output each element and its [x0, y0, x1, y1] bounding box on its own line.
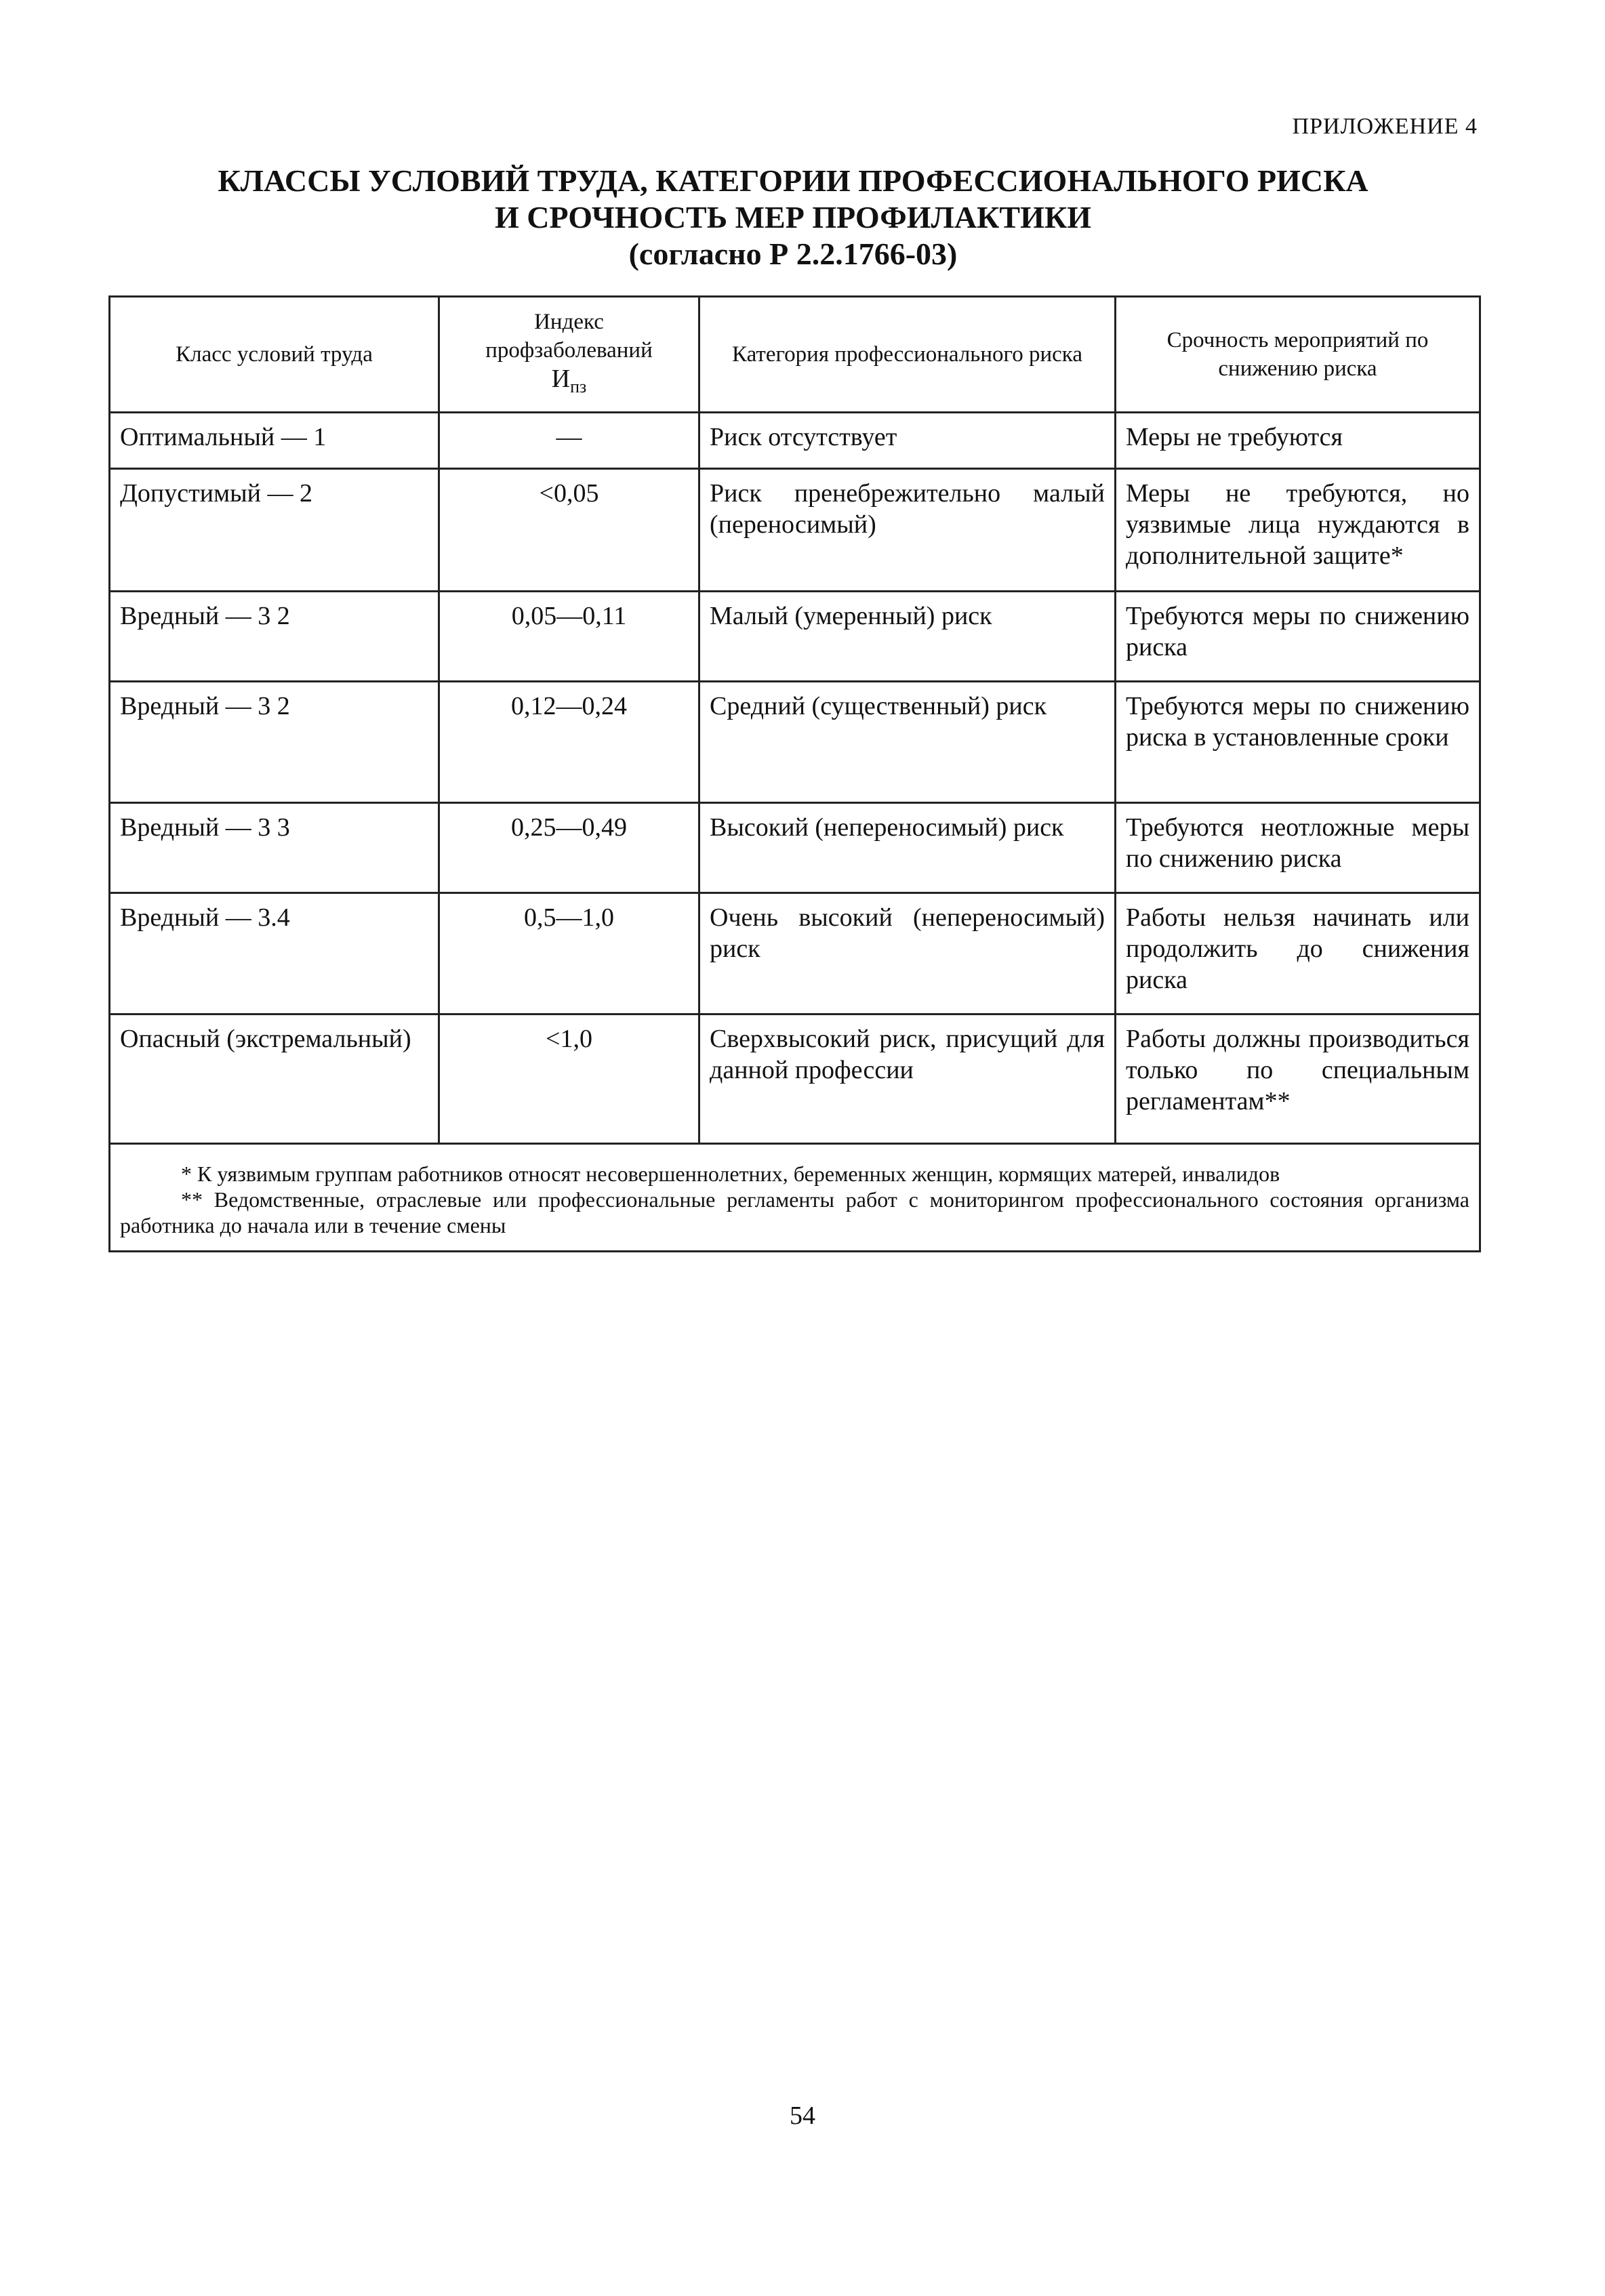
cell-class: Допустимый — 2 [110, 469, 439, 592]
table-notes-row [110, 1144, 1480, 1252]
cell-risk: Риск пренебрежительно малый (переносимый) [699, 469, 1116, 592]
cell-index: 0,05—0,11 [439, 592, 699, 682]
document-title [108, 163, 1478, 272]
cell-class: Вредный — 3 2 [110, 682, 439, 803]
header-urgency: Срочность мероприятий по снижению риска [1116, 297, 1480, 413]
cell-risk: Высокий (непереносимый) риск [699, 803, 1116, 893]
cell-class: Вредный — 3 3 [110, 803, 439, 893]
header-class: Класс условий труда [110, 297, 439, 413]
header-risk: Категория профессионального риска [699, 297, 1116, 413]
risk-classes-table [108, 295, 1481, 1252]
header-index-line2: профзаболеваний [485, 338, 653, 363]
cell-urgency: Меры не требуются, но уязвимые лица нуждаются в дополнительной защите* [1116, 469, 1480, 592]
cell-class: Оптимальный — 1 [110, 413, 439, 469]
cell-risk: Сверхвысокий риск, присущий для данной профессии [699, 1014, 1116, 1144]
cell-class: Опасный (экстремальный) [110, 1014, 439, 1144]
table-row [110, 803, 1480, 893]
index-subscript: пз [570, 377, 587, 396]
header-index [439, 297, 699, 413]
cell-index: 0,5—1,0 [439, 893, 699, 1014]
table-row [110, 413, 1480, 469]
footnote-1: * К уязвимым группам работников относят несовершеннолетних, беременных женщин, кормящих матерей, инвалидов [181, 1162, 1280, 1186]
table-notes [110, 1144, 1480, 1252]
cell-urgency: Требуются неотложные меры по снижению риска [1116, 803, 1480, 893]
table-header-row [110, 297, 1480, 413]
header-index-line1: Индекс [534, 310, 604, 334]
title-line-1: КЛАССЫ УСЛОВИЙ ТРУДА, КАТЕГОРИИ ПРОФЕССИОНАЛЬНОГО РИСКА [218, 163, 1368, 198]
cell-class: Вредный — 3.4 [110, 893, 439, 1014]
title-line-3: (согласно Р 2.2.1766-03) [628, 237, 958, 271]
cell-urgency: Требуются меры по снижению риска [1116, 592, 1480, 682]
cell-risk: Риск отсутствует [699, 413, 1116, 469]
index-symbol: И [551, 365, 571, 393]
table-row [110, 1014, 1480, 1144]
cell-urgency: Работы должны производиться только по специальным регламентам** [1116, 1014, 1480, 1144]
cell-urgency: Требуются меры по снижению риска в установленные сроки [1116, 682, 1480, 803]
cell-index: 0,25—0,49 [439, 803, 699, 893]
cell-index: <0,05 [439, 469, 699, 592]
table-row [110, 592, 1480, 682]
title-line-2: И СРОЧНОСТЬ МЕР ПРОФИЛАКТИКИ [494, 200, 1092, 234]
cell-index: — [439, 413, 699, 469]
cell-class: Вредный — 3 2 [110, 592, 439, 682]
cell-index: 0,12—0,24 [439, 682, 699, 803]
table-row [110, 893, 1480, 1014]
cell-urgency: Меры не требуются [1116, 413, 1480, 469]
appendix-label: ПРИЛОЖЕНИЕ 4 [1292, 114, 1478, 139]
table-row [110, 469, 1480, 592]
cell-urgency: Работы нельзя начинать или продолжить до снижения риска [1116, 893, 1480, 1014]
table-row [110, 682, 1480, 803]
page-number: 54 [790, 2102, 815, 2130]
header-index-symbol [449, 365, 689, 401]
cell-risk: Малый (умеренный) риск [699, 592, 1116, 682]
footnote-2: ** Ведомственные, отраслевые или профессиональные регламенты работ с мониторингом профессионального состояния организма работника до начала или в течение смены [120, 1187, 1469, 1237]
cell-risk: Средний (существенный) риск [699, 682, 1116, 803]
cell-risk: Очень высокий (непереносимый) риск [699, 893, 1116, 1014]
cell-index: <1,0 [439, 1014, 699, 1144]
